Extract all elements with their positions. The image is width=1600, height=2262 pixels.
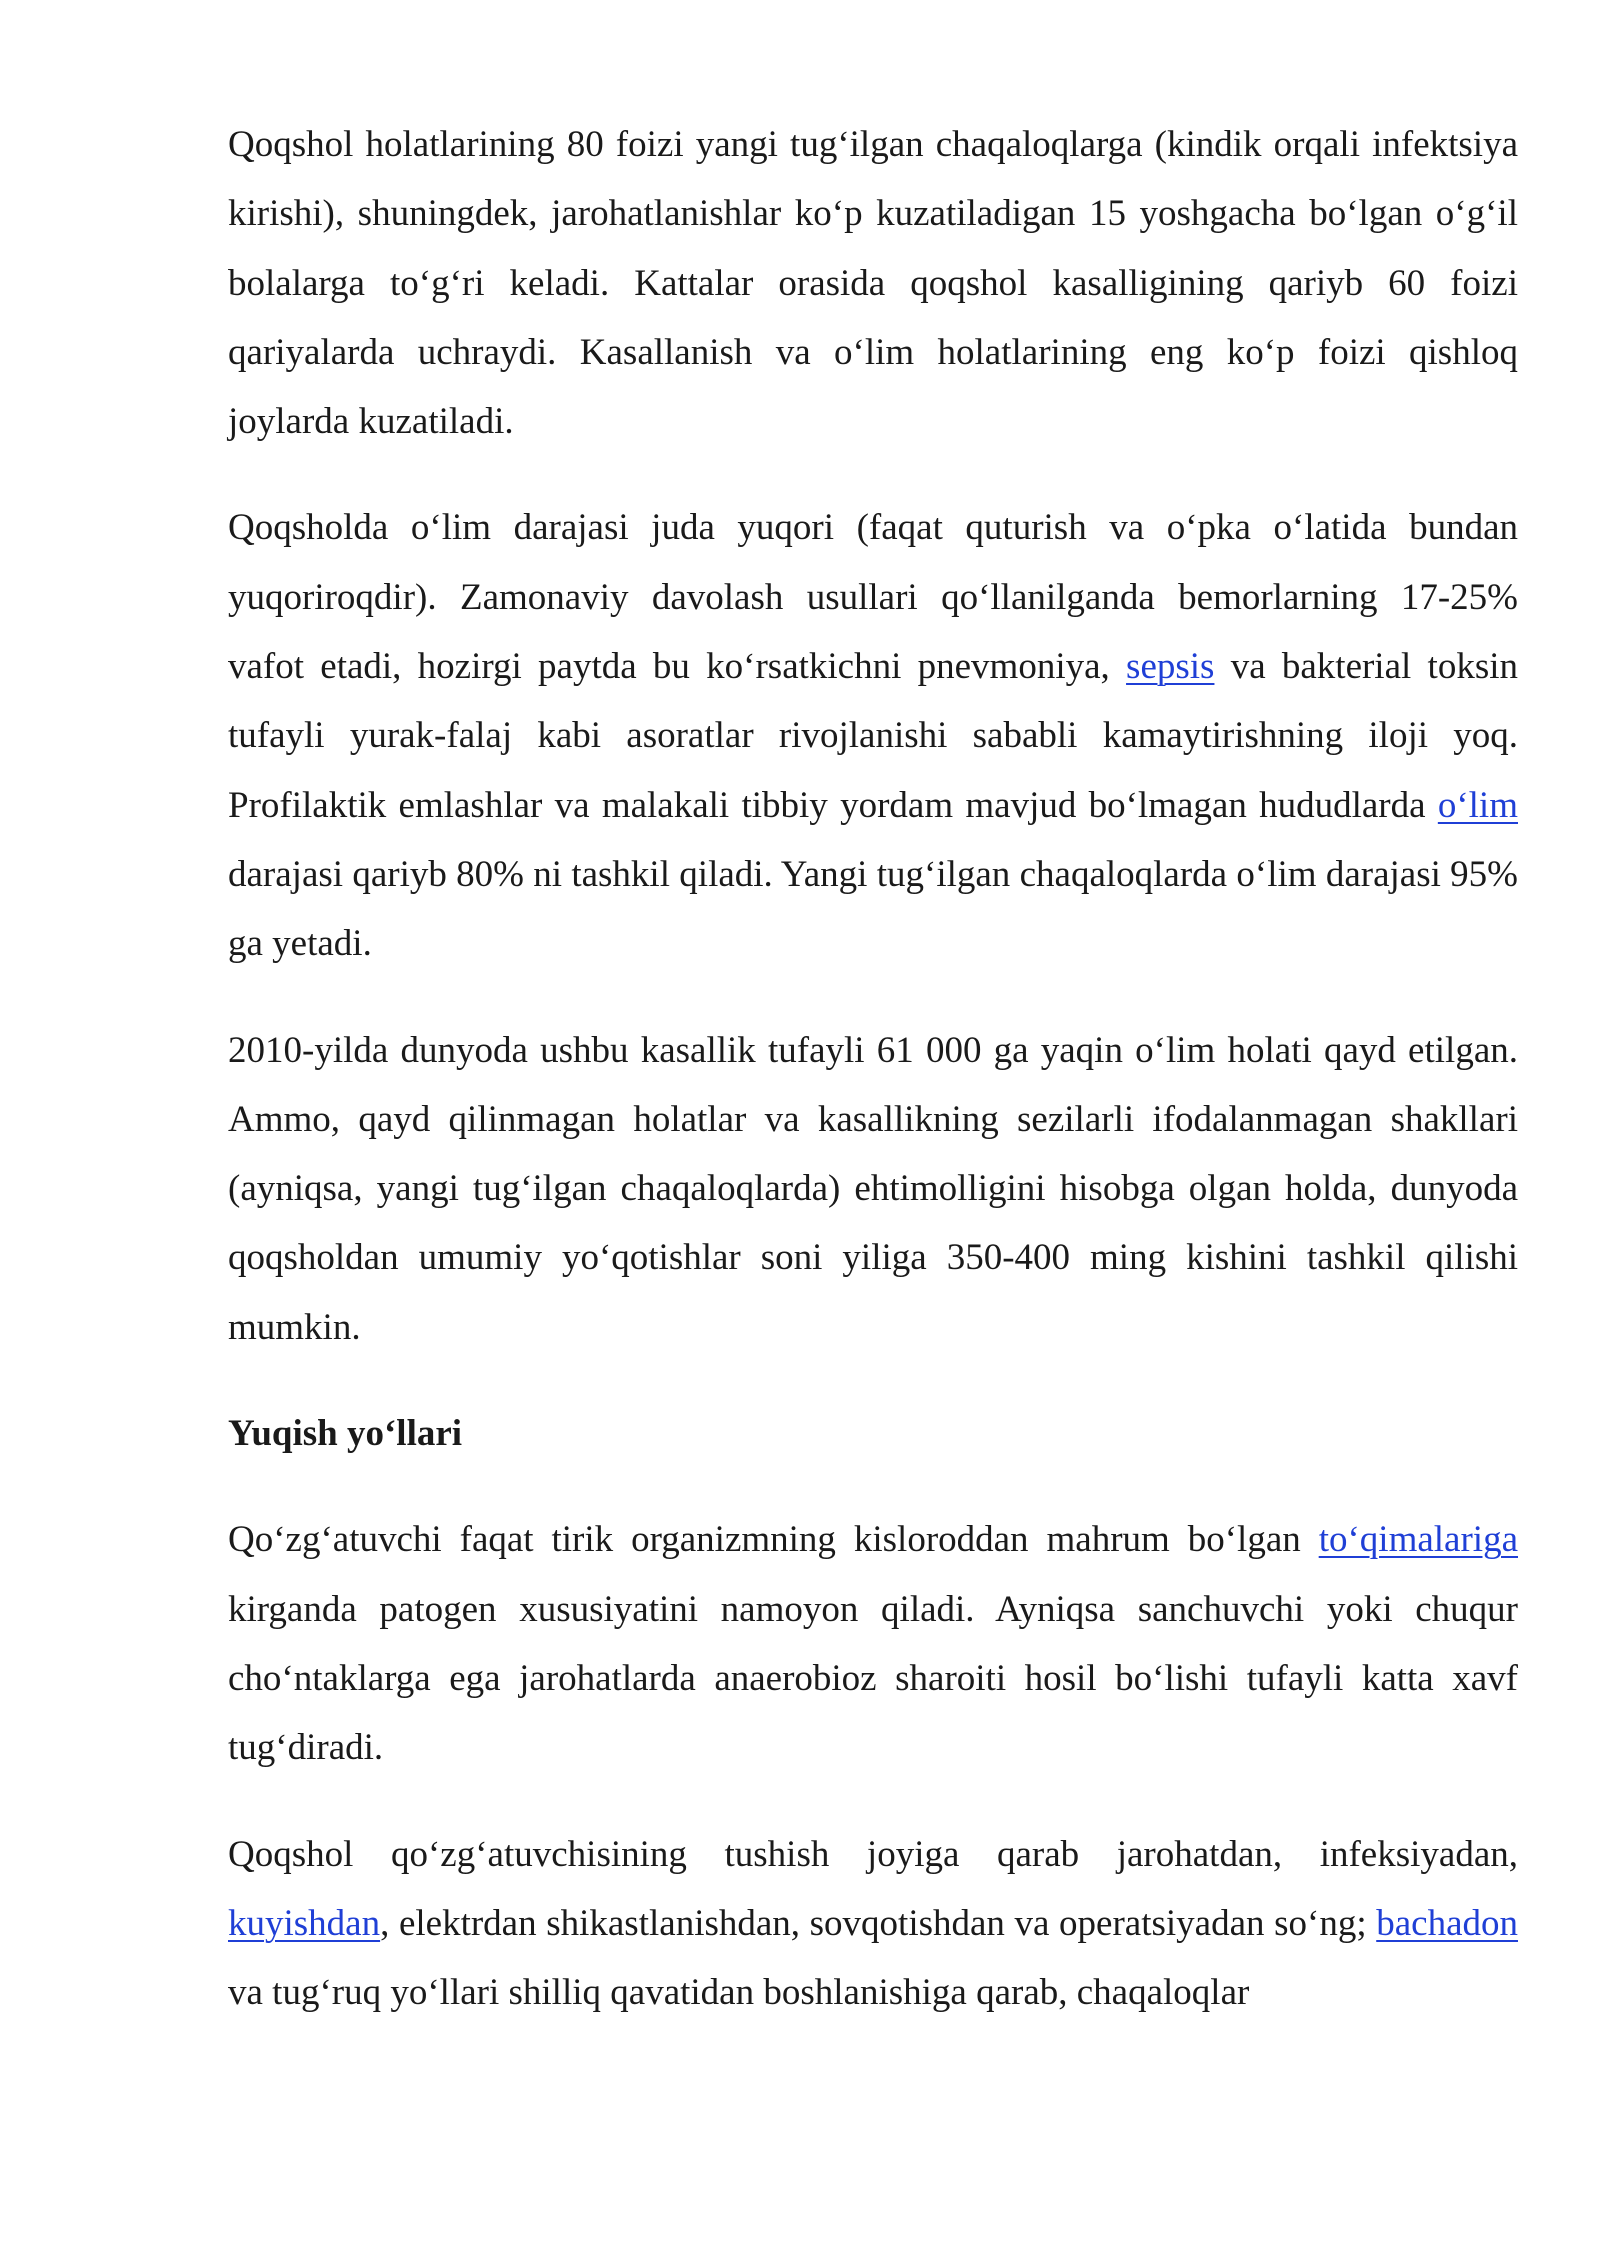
paragraph-text: Qo‘zg‘atuvchi faqat tirik organizmning kisloroddan mahrum bo‘lgan: [228, 1519, 1319, 1561]
link-toqimalariga[interactable]: to‘qimalariga: [1318, 1519, 1518, 1561]
link-kuyishdan[interactable]: kuyishdan: [228, 1902, 381, 1944]
link-olim[interactable]: o‘lim: [1437, 784, 1518, 826]
paragraph-statistics: Qoqshol holatlarining 80 foizi yangi tug‘ilgan chaqaloqlarga (kindik orqali infektsiya kirishi), shuningdek, jarohatlanishlar ko‘p kuzatiladigan 15 yoshgacha bo‘lgan o‘g‘il bolalarga to‘g‘ri keladi. Kattalar orasida qoqshol kasalligining qariyb 60 foizi qariyalarda uchraydi. Kasallanish va o‘lim holatlarining eng ko‘p foizi qishloq joylarda kuzatiladi.: [228, 124, 1518, 443]
paragraph-mortality: [228, 493, 1518, 978]
paragraph-text: , elektrdan shikastlanishdan, sovqotishdan va operatsiyadan so‘ng;: [380, 1902, 1377, 1944]
paragraph-text: Qoqsholda o‘lim darajasi juda yuqori (faqat quturish va o‘pka o‘latida bundan yuqoriroqdir). Zamonaviy davolash usullari qo‘llanilganda bemorlarning 17-25% vafot etadi, hozirgi paytda bu ko‘rsatkichni pnevmoniya,: [228, 507, 1518, 688]
section-heading: Yuqish yo‘llari: [228, 1413, 463, 1455]
paragraph-entry-points: [228, 1820, 1518, 2028]
paragraph-text: kirganda patogen xususiyatini namoyon qiladi. Ayniqsa sanchuvchi yoki chuqur cho‘ntaklarga ega jarohatlarda anaerobioz sharoiti hosil bo‘lishi tufayli katta xavf tug‘diradi.: [228, 1588, 1518, 1769]
paragraph-text: va bakterial toksin tufayli yurak-falaj kabi asoratlar rivojlanishi sababli kamaytirishning iloji yoq. Profilaktik emlashlar va malakali tibbiy yordam mavjud bo‘lmagan hududlarda: [228, 646, 1518, 826]
link-sepsis[interactable]: sepsis: [1126, 646, 1215, 688]
link-bachadon[interactable]: bachadon: [1376, 1902, 1518, 1944]
paragraph-text: Qoqshol qo‘zg‘atuvchisining tushish joyiga qarab jarohatdan, infeksiyadan,: [228, 1833, 1518, 1875]
document-page: [228, 110, 1518, 2064]
paragraph-text: va tug‘ruq yo‘llari shilliq qavatidan boshlanishiga qarab, chaqaloqlar: [228, 1972, 1250, 2014]
paragraph-2010-deaths: 2010-yilda dunyoda ushbu kasallik tufayli 61 000 ga yaqin o‘lim holati qayd etilgan. Ammo, qayd qilinmagan holatlar va kasallikning sezilarli ifodalanmagan shakllari (ayniqsa, yangi tug‘ilgan chaqaloqlarda) ehtimolligini hisobga olgan holda, dunyoda qoqsholdan umumiy yo‘qotishlar soni yiliga 350-400 ming kishini tashkil qilishi mumkin.: [228, 1029, 1518, 1348]
paragraph-pathogen: [228, 1505, 1518, 1782]
paragraph-text: darajasi qariyb 80% ni tashkil qiladi. Yangi tug‘ilgan chaqaloqlarda o‘lim darajasi 95% ga yetadi.: [228, 853, 1518, 965]
